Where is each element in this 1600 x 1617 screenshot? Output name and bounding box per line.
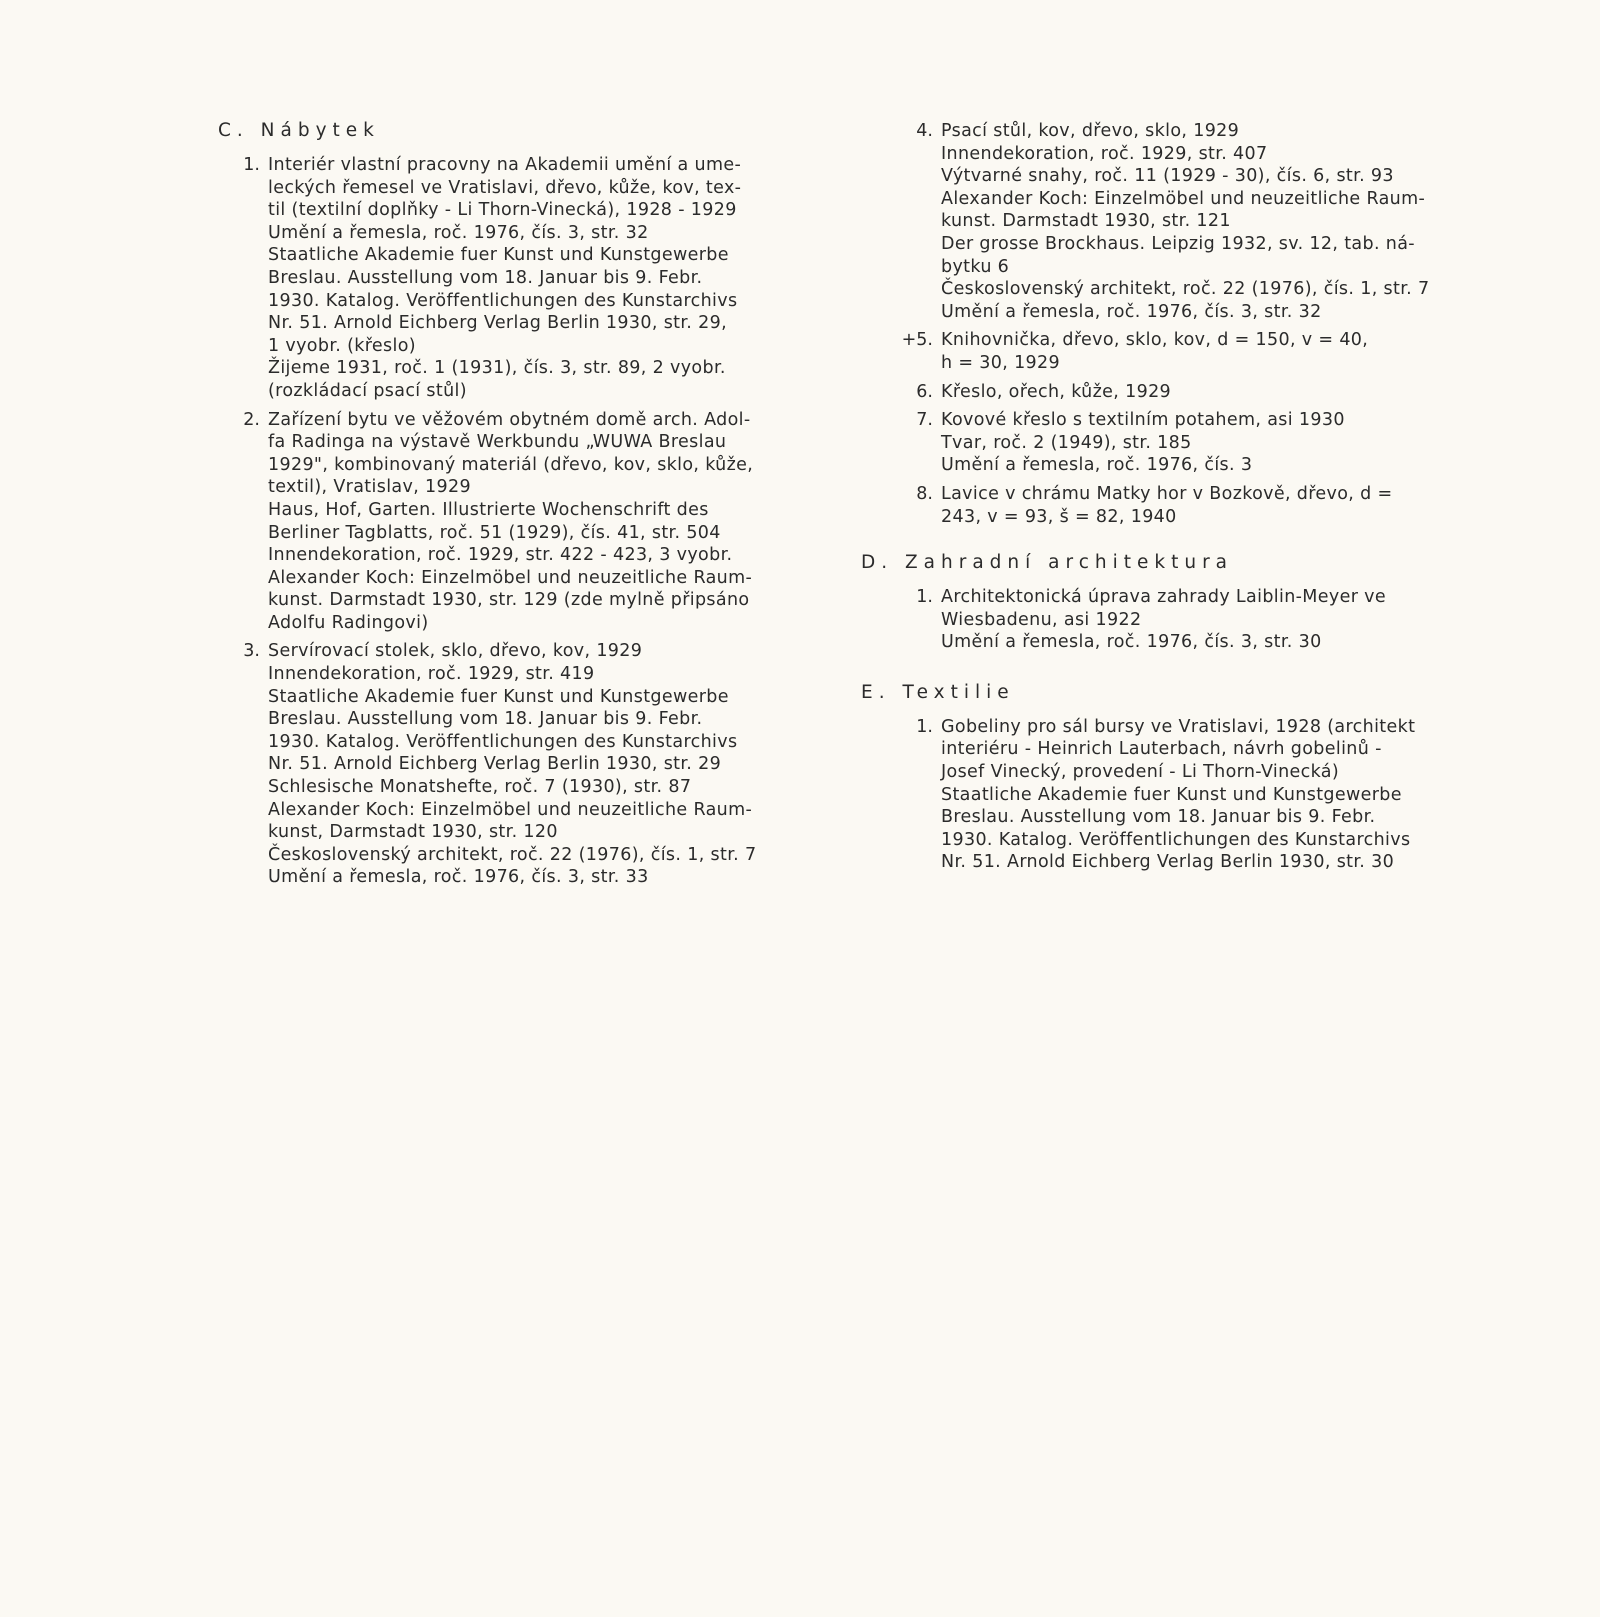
section-e-title: E. Textilie: [861, 681, 1015, 703]
entry-text: [941, 120, 1485, 323]
entry-line: Alexander Koch: Einzelmöbel und neuzeitliche Raum-: [941, 188, 1426, 209]
right-column: [861, 120, 1485, 880]
entry-c7: [885, 409, 1485, 477]
entry-c1: [218, 154, 838, 403]
entry-line: leckých řemesel ve Vratislavi, dřevo, kůže, kov, tex-: [268, 177, 742, 198]
entry-line: 1930. Katalog. Veröffentlichungen des Kunstarchivs: [941, 829, 1411, 850]
left-column: [218, 120, 838, 895]
entry-line: Žijeme 1931, roč. 1 (1931), čís. 3, str. 89, 2 vyobr.: [268, 358, 726, 379]
entry-line: Staatliche Akademie fuer Kunst und Kunstgewerbe: [268, 686, 729, 707]
entry-c5: [885, 329, 1485, 374]
entry-c3: [218, 640, 838, 889]
entry-line: Lavice v chrámu Matky hor v Bozkově, dřevo, d =: [941, 483, 1393, 504]
entry-number: +5.: [901, 330, 933, 351]
entry-line: Kovové křeslo s textilním potahem, asi 1930: [941, 410, 1345, 431]
entry-line: Umění a řemesla, roč. 1976, čís. 3, str. 33: [268, 867, 649, 888]
entry-line: 243, v = 93, š = 82, 1940: [941, 506, 1177, 527]
entry-number: 4.: [916, 121, 933, 141]
entry-number: 1.: [243, 155, 260, 175]
entry-line: Alexander Koch: Einzelmöbel und neuzeitliche Raum-: [268, 799, 753, 820]
section-c-entries-right: [885, 120, 1485, 528]
entry-line: textil), Vratislav, 1929: [268, 477, 471, 498]
entry-line: Umění a řemesla, roč. 1976, čís. 3: [941, 455, 1253, 476]
entry-line: Nr. 51. Arnold Eichberg Verlag Berlin 1930, str. 30: [941, 852, 1395, 873]
entry-line: Innendekoration, roč. 1929, str. 419: [268, 664, 595, 685]
entry-line: Umění a řemesla, roč. 1976, čís. 3, str. 30: [941, 632, 1322, 653]
entry-number: 6.: [916, 381, 933, 402]
entry-line: Berliner Tagblatts, roč. 51 (1929), čís. 41, str. 504: [268, 522, 721, 543]
entry-line: h = 30, 1929: [941, 352, 1061, 373]
entry-line: Zařízení bytu ve věžovém obytném domě arch. Adol-: [268, 409, 751, 430]
entry-c6: [885, 381, 1485, 404]
entry-text: [268, 640, 838, 889]
entry-text: [941, 716, 1485, 874]
entry-line: kunst. Darmstadt 1930, str. 121: [941, 211, 1231, 232]
entry-line: Československý architekt, roč. 22 (1976), čís. 1, str. 7: [941, 279, 1430, 300]
entry-line: Breslau. Ausstellung vom 18. Januar bis 9. Febr.: [268, 709, 703, 730]
entry-line: 1929", kombinovaný materiál (dřevo, kov, sklo, kůže,: [268, 454, 754, 475]
section-d-title: D. Zahradní architektura: [861, 552, 1234, 574]
entry-line: Haus, Hof, Garten. Illustrierte Wochenschrift des: [268, 499, 709, 520]
entry-c8: [885, 483, 1485, 528]
entry-line: Nr. 51. Arnold Eichberg Verlag Berlin 1930, str. 29,: [268, 313, 728, 334]
entry-line: Staatliche Akademie fuer Kunst und Kunstgewerbe: [941, 784, 1402, 805]
entry-number: 1.: [916, 716, 933, 737]
entry-e1: [885, 716, 1485, 874]
entry-line: Umění a řemesla, roč. 1976, čís. 3, str. 32: [268, 222, 649, 243]
entry-line: Breslau. Ausstellung vom 18. Januar bis 9. Febr.: [941, 807, 1376, 828]
entry-line: Psací stůl, kov, dřevo, sklo, 1929: [941, 121, 1240, 141]
entry-number: 8.: [916, 483, 933, 504]
entry-text: [941, 409, 1485, 477]
entry-line: 1 vyobr. (křeslo): [268, 335, 416, 356]
entry-line: Innendekoration, roč. 1929, str. 407: [941, 143, 1268, 164]
entry-number: 2.: [243, 409, 260, 430]
entry-line: Josef Vinecký, provedení - Li Thorn-Vinecká): [941, 762, 1340, 783]
entry-c2: [218, 409, 838, 635]
entry-line: Nr. 51. Arnold Eichberg Verlag Berlin 1930, str. 29: [268, 754, 722, 775]
entry-text: [941, 483, 1485, 528]
entry-line: bytku 6: [941, 256, 1010, 277]
entry-d1: [885, 586, 1485, 654]
entry-text: [268, 154, 838, 403]
entry-line: kunst, Darmstadt 1930, str. 120: [268, 822, 558, 843]
entry-line: Alexander Koch: Einzelmöbel und neuzeitliche Raum-: [268, 567, 753, 588]
section-e-entries: [885, 716, 1485, 874]
entry-text: [941, 329, 1485, 374]
entry-line: Der grosse Brockhaus. Leipzig 1932, sv. 12, tab. ná-: [941, 233, 1415, 254]
entry-number: 1.: [916, 587, 933, 608]
section-d-entries: [885, 586, 1485, 654]
entry-line: Křeslo, ořech, kůže, 1929: [941, 381, 1172, 402]
entry-line: Innendekoration, roč. 1929, str. 422 - 423, 3 vyobr.: [268, 545, 733, 566]
entry-line: Servírovací stolek, sklo, dřevo, kov, 1929: [268, 641, 643, 662]
entry-line: Interiér vlastní pracovny na Akademii umění a ume-: [268, 155, 742, 175]
entry-line: Tvar, roč. 2 (1949), str. 185: [941, 432, 1192, 453]
entry-line: Architektonická úprava zahrady Laiblin-Meyer ve: [941, 587, 1386, 608]
entry-text: [941, 586, 1485, 654]
entry-line: Výtvarné snahy, roč. 11 (1929 - 30), čís. 6, str. 93: [941, 166, 1394, 187]
entry-number: 3.: [243, 641, 260, 662]
section-c-title: C. Nábytek: [218, 120, 380, 141]
entry-line: Adolfu Radingovi): [268, 612, 429, 633]
entry-line: 1930. Katalog. Veröffentlichungen des Kunstarchivs: [268, 731, 738, 752]
entry-line: interiéru - Heinrich Lauterbach, návrh gobelinů -: [941, 739, 1382, 760]
entry-line: Československý architekt, roč. 22 (1976), čís. 1, str. 7: [268, 844, 757, 865]
entry-line: Breslau. Ausstellung vom 18. Januar bis 9. Febr.: [268, 267, 703, 288]
entry-text: [268, 409, 838, 635]
entry-line: til (textilní doplňky - Li Thorn-Vinecká), 1928 - 1929: [268, 200, 737, 221]
entry-c4: [885, 120, 1485, 323]
entry-line: Umění a řemesla, roč. 1976, čís. 3, str. 32: [941, 301, 1322, 322]
entry-line: Staatliche Akademie fuer Kunst und Kunstgewerbe: [268, 245, 729, 266]
entry-line: Schlesische Monatshefte, roč. 7 (1930), str. 87: [268, 777, 692, 798]
entry-line: 1930. Katalog. Veröffentlichungen des Kunstarchivs: [268, 290, 738, 311]
section-c-entries-left: [218, 154, 838, 889]
entry-text: [941, 381, 1485, 404]
entry-line: fa Radinga na výstavě Werkbundu „WUWA Breslau: [268, 432, 727, 453]
entry-line: Wiesbadenu, asi 1922: [941, 609, 1142, 630]
entry-line: kunst. Darmstadt 1930, str. 129 (zde mylně připsáno: [268, 590, 750, 611]
entry-line: Knihovnička, dřevo, sklo, kov, d = 150, v = 40,: [941, 330, 1369, 351]
entry-line: (rozkládací psací stůl): [268, 380, 467, 401]
entry-line: Gobeliny pro sál bursy ve Vratislavi, 1928 (architekt: [941, 716, 1416, 737]
entry-number: 7.: [916, 410, 933, 431]
